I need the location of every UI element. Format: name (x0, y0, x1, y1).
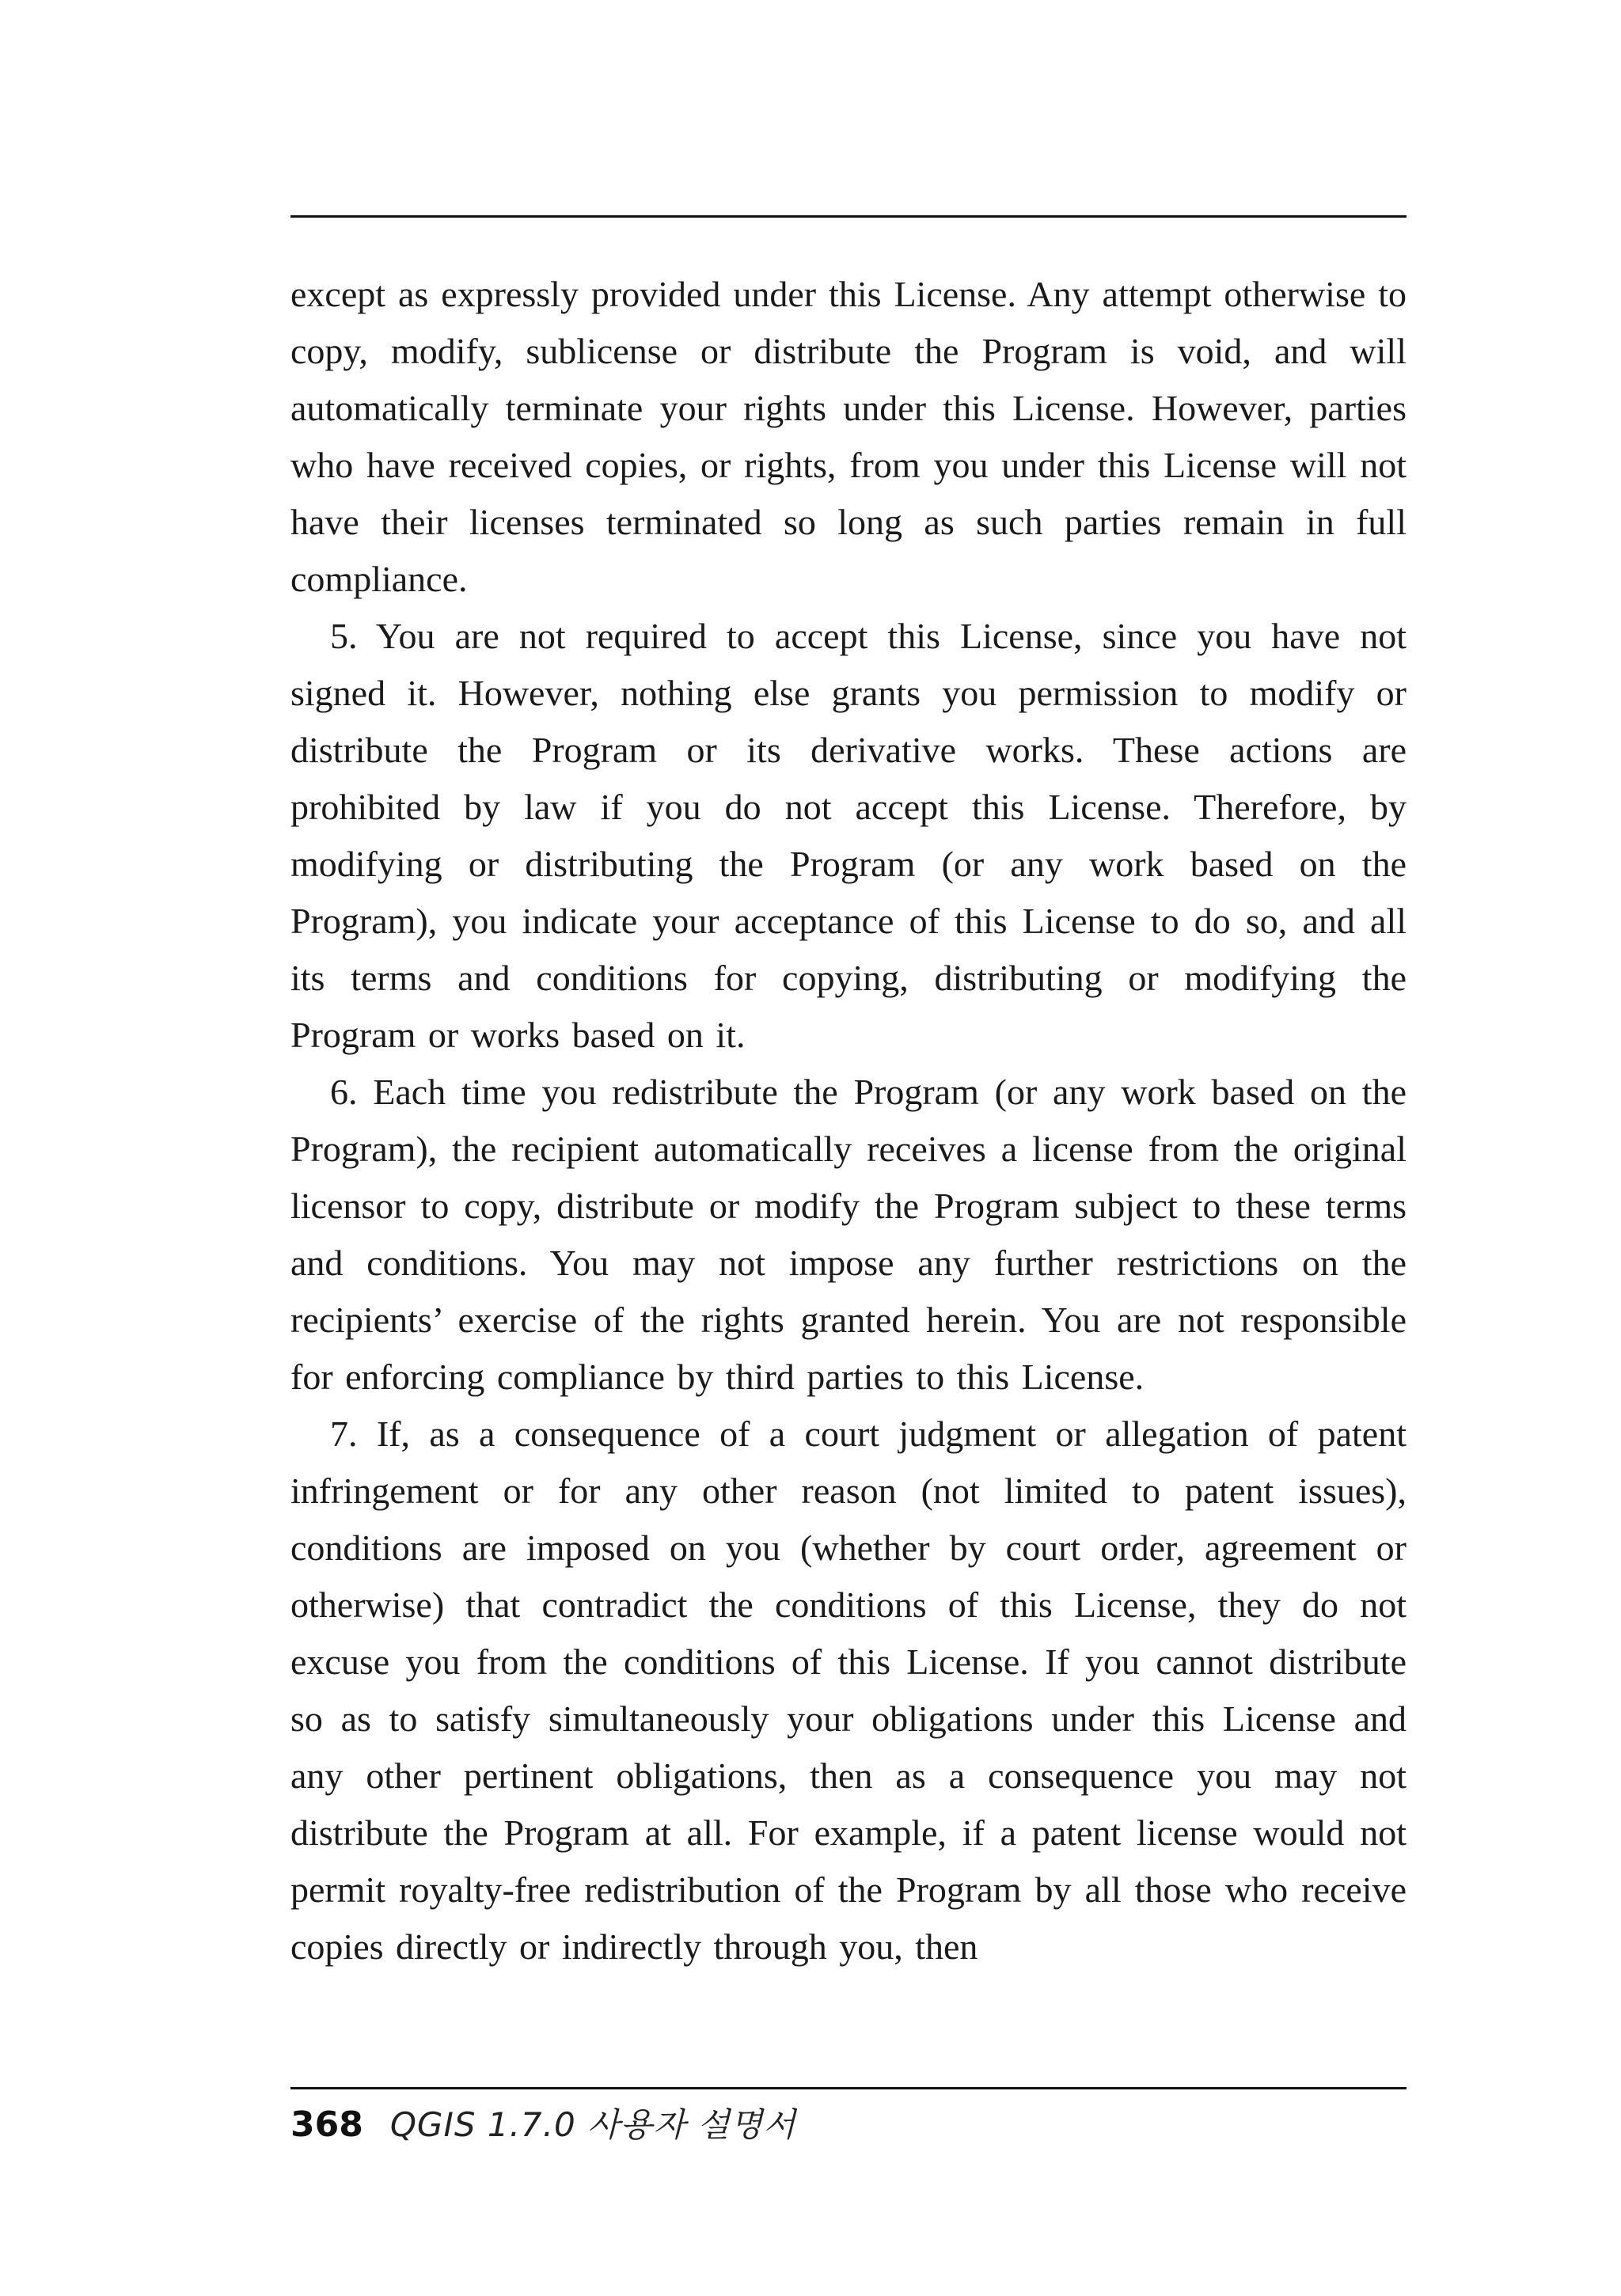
footer-rule (290, 2087, 1407, 2089)
paragraph-section-6: 6. Each time you redistribute the Program (or any work based on the Program), the recipient automatically receives a license from the original licensor to copy, distribute or modify the Program subject to these terms and conditions. You may not impose any further restrictions on the recipients’ exercise of the rights granted herein. You are not responsible for enforcing compliance by third parties to this License. (290, 1072, 1407, 1397)
paragraph-continuation: except as expressly provided under this License. Any attempt otherwise to copy, modify, sublicense or distribute the Program is void, and will automatically terminate your rights under this License. However, parties who have received copies, or rights, from you under this License will not have their licenses terminated so long as such parties remain in full compliance. (290, 274, 1407, 599)
paragraph-section-5: 5. You are not required to accept this License, since you have not signed it. However, nothing else grants you permission to modify or distribute the Program or its derivative works. These actions are prohibited by law if you do not accept this License. Therefore, by modifying or distributing the Program (or any work based on the Program), you indicate your acceptance of this License to do so, and all its terms and conditions for copying, distributing or modifying the Program or works based on it. (290, 616, 1407, 1055)
header-rule (290, 215, 1407, 218)
paragraph-section-7: 7. If, as a consequence of a court judgment or allegation of patent infringement or for any other reason (not limited to patent issues), conditions are imposed on you (whether by court order, agreement or otherwise) that contradict the conditions of this License, they do not excuse you from the conditions of this License. If you cannot distribute so as to satisfy simultaneously your obligations under this License and any other pertinent obligations, then as a consequence you may not distribute the Program at all. For example, if a patent license would not permit royalty-free redistribution of the Program by all those who receive copies directly or indirectly through you, then (290, 1414, 1407, 1967)
page-footer (290, 2099, 796, 2154)
page-number: 368 (290, 2104, 363, 2145)
running-title: QGIS 1.7.0 사용자 설명서 (389, 2105, 796, 2144)
page-body (290, 266, 1407, 1975)
